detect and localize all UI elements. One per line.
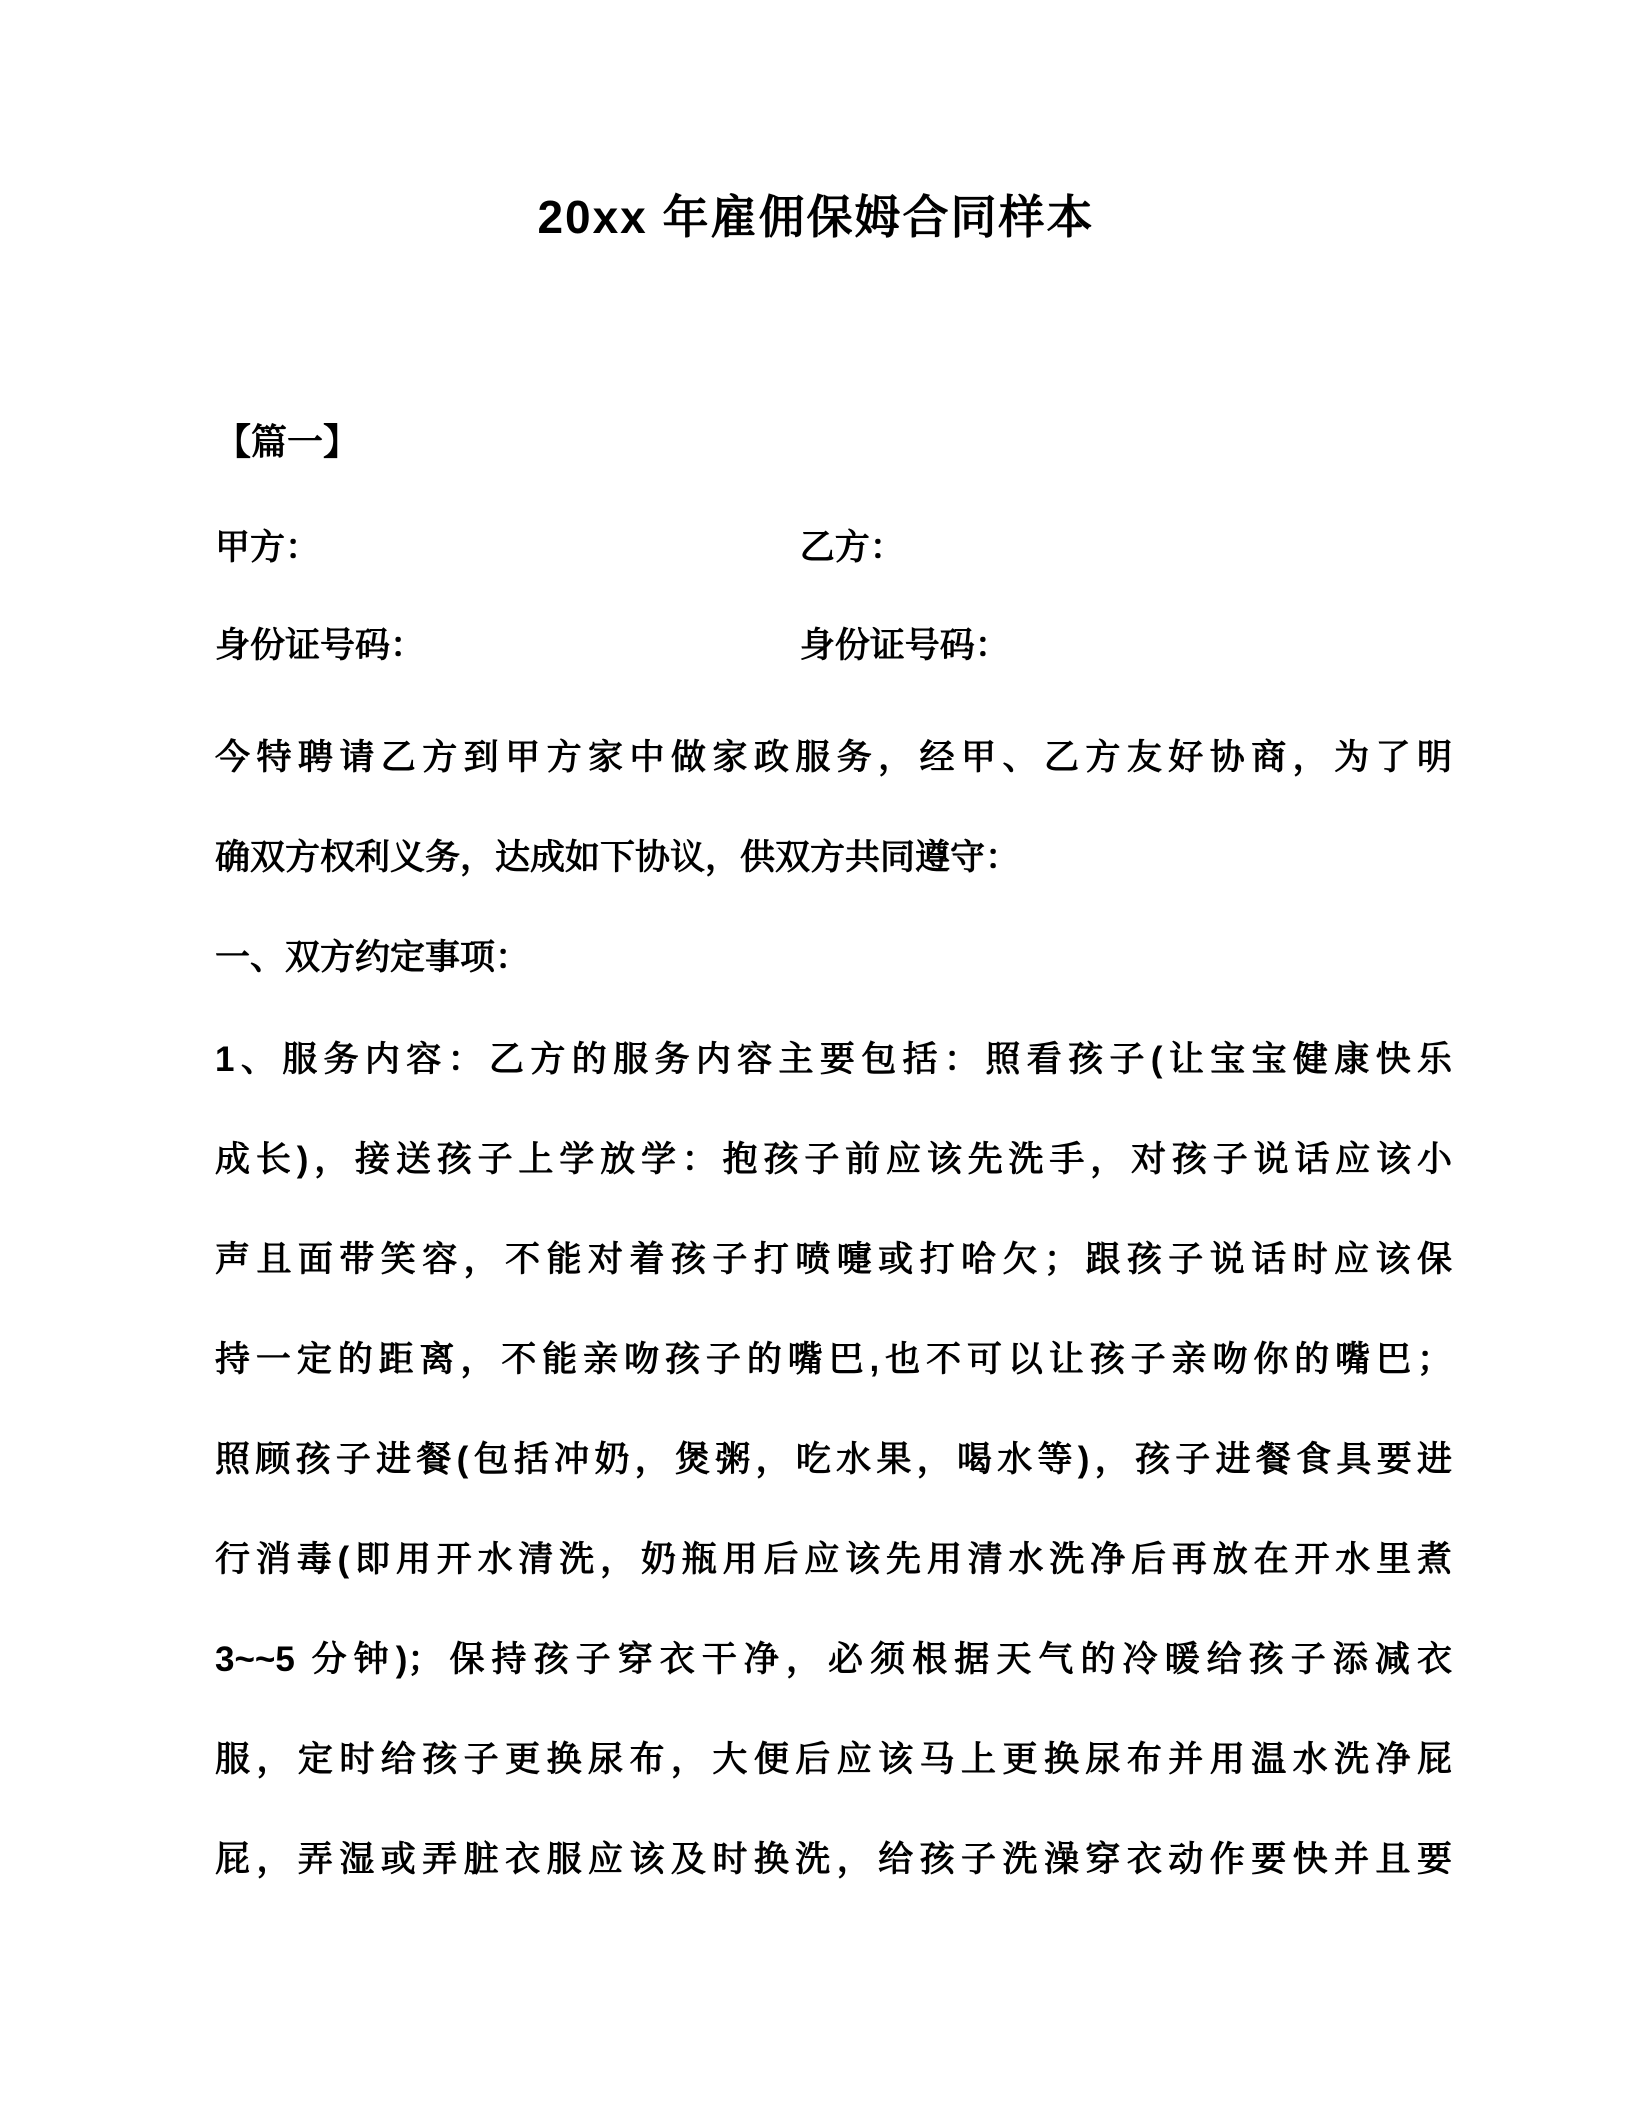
clause-line: 3~~5 分钟)；保持孩子穿衣干净，必须根据天气的冷暖给孩子添减衣 [215, 1640, 1452, 1679]
clause-line: 声且面带笑容，不能对着孩子打喷嚏或打哈欠；跟孩子说话时应该保 [215, 1240, 1452, 1279]
intro-line: 今特聘请乙方到甲方家中做家政服务，经甲、乙方友好协商，为了明 [215, 738, 1452, 777]
party-id-row [215, 625, 1450, 667]
party-b-id-label: 身份证号码： [799, 626, 1010, 665]
clause-line: 照顾孩子进餐(包括冲奶，煲粥，吃水果，喝水等)，孩子进餐食具要进 [215, 1440, 1452, 1479]
section-marker: 【篇一】 [215, 421, 360, 462]
document-title: 20xx 年雇佣保姆合同样本 [537, 191, 1095, 243]
clause-line: 服，定时给孩子更换尿布，大便后应该马上更换尿布并用温水洗净屁 [215, 1740, 1452, 1779]
party-b-label: 乙方： [799, 528, 905, 567]
section-heading: 一、双方约定事项： [215, 938, 531, 977]
clause-line: 行消毒(即用开水清洗，奶瓶用后应该先用清水洗净后再放在开水里煮 [215, 1540, 1452, 1579]
clause-line: 1、服务内容：乙方的服务内容主要包括：照看孩子(让宝宝健康快乐 [215, 1040, 1452, 1079]
party-a-id-label: 身份证号码： [215, 626, 426, 665]
intro-line: 确双方权利义务，达成如下协议，供双方共同遵守： [215, 838, 1021, 877]
clause-line: 持一定的距离，不能亲吻孩子的嘴巴,也不可以让孩子亲吻你的嘴巴； [215, 1340, 1452, 1379]
party-a-label: 甲方： [215, 528, 321, 567]
party-name-row [215, 527, 1450, 569]
clause-line: 成长)，接送孩子上学放学：抱孩子前应该先洗手，对孩子说话应该小 [215, 1140, 1452, 1179]
clause-line: 屁，弄湿或弄脏衣服应该及时换洗，给孩子洗澡穿衣动作要快并且要 [215, 1840, 1452, 1879]
